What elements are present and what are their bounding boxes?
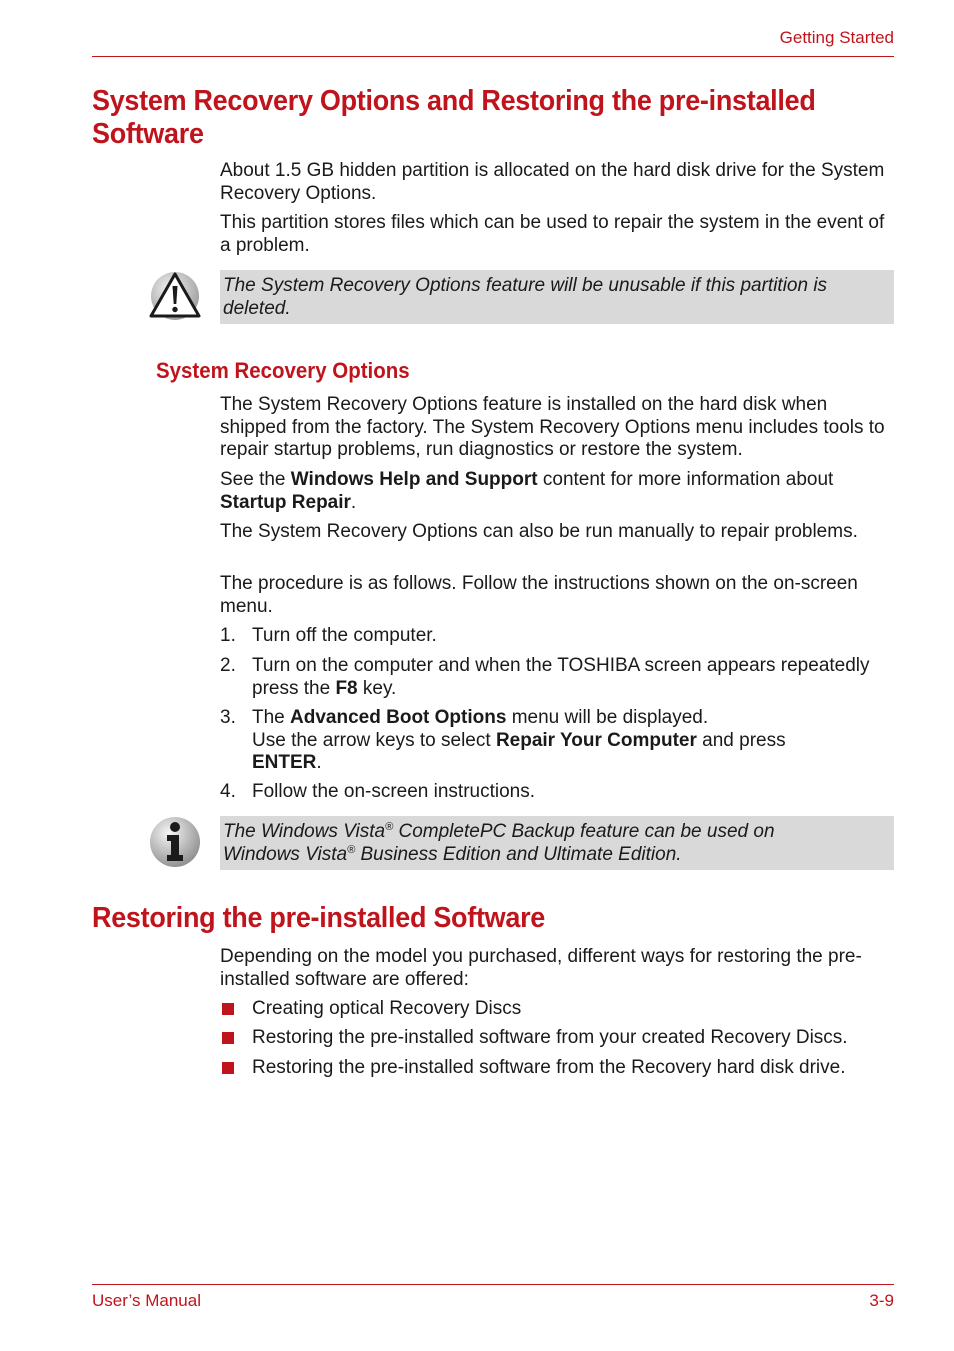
bold-run: Advanced Boot Options (290, 707, 507, 728)
step-number: 4. (220, 781, 236, 802)
text-run: Use the arrow keys to select (252, 729, 496, 751)
text-run: CompletePC Backup feature can be used on (393, 821, 775, 842)
bullet-square-icon (222, 1003, 234, 1015)
text-run: . (350, 491, 357, 513)
step-number: 1. (220, 625, 236, 646)
sro-paragraph-2 (220, 469, 896, 514)
list-item-text: Creating optical Recovery Discs (252, 998, 522, 1019)
sro-paragraph-4: The procedure is as follows. Follow the instructions shown on the on-screen menu. (220, 573, 858, 617)
page-title (92, 85, 892, 151)
sro-paragraph-1: The System Recovery Options feature is installed on the hard disk when shipped from the factory. The System Recovery Options menu includes tools to repair startup problems, run diagnostics or restore the system. (220, 394, 885, 460)
bullet-square-icon (222, 1062, 234, 1074)
text-run: The (252, 707, 291, 728)
step-text: Turn off the computer. (252, 625, 437, 646)
text-run: The Windows Vista (223, 821, 386, 842)
step-text: Follow the on-screen instructions. (252, 781, 536, 802)
restore-paragraph-1: Depending on the model you purchased, different ways for restoring the pre-installed software are offered: (220, 946, 862, 990)
step-text (252, 707, 896, 775)
note-callout (220, 816, 894, 870)
step-number: 3. (220, 707, 236, 728)
text-run: . (316, 752, 322, 773)
page-title-line2: Software (92, 118, 204, 150)
sro-paragraph-3: The System Recovery Options can also be run manually to repair problems. (220, 521, 858, 542)
text-run: menu will be displayed. (506, 707, 709, 728)
bold-run: ENTER (252, 752, 317, 773)
page-title-line1: System Recovery Options and Restoring the pre-installed (92, 85, 816, 117)
bullet-square-icon (222, 1032, 234, 1044)
header-rule (92, 56, 894, 57)
footer-left: User’s Manual (92, 1291, 201, 1310)
text-run: Business Edition and Ultimate Edition. (355, 843, 682, 865)
list-item-text: Restoring the pre-installed software from your created Recovery Discs. (252, 1027, 848, 1048)
registered-mark: ® (347, 843, 356, 856)
text-run: content for more information about (537, 469, 834, 490)
bold-run: Startup Repair (220, 491, 351, 513)
intro-paragraph-2: This partition stores files which can be used to repair the system in the event of a problem. (220, 212, 885, 256)
bold-run: F8 (335, 677, 358, 699)
text-run: Turn on the computer and when the TOSHIBA screen appears repeatedly press the (252, 655, 870, 699)
warning-triangle-icon (148, 268, 202, 322)
text-run: key. (357, 677, 397, 699)
section-heading-restoring: Restoring the pre-installed Software (92, 902, 546, 934)
intro-paragraph-1: About 1.5 GB hidden partition is allocated on the hard disk drive for the System Recovery Options. (220, 160, 885, 204)
text-run: Windows Vista (223, 843, 348, 865)
bold-run: Repair Your Computer (495, 729, 697, 751)
footer-rule (92, 1284, 894, 1285)
info-icon (148, 815, 202, 869)
page-number: 3-9 (869, 1291, 894, 1310)
step-text (252, 655, 896, 700)
text-run: and press (696, 729, 786, 751)
step-number: 2. (220, 655, 236, 676)
text-run: See the (220, 469, 291, 490)
list-item-text: Restoring the pre-installed software from the Recovery hard disk drive. (252, 1057, 846, 1078)
section-heading-system-recovery: System Recovery Options (156, 358, 410, 383)
running-header: Getting Started (779, 28, 894, 47)
registered-mark: ® (385, 821, 394, 833)
caution-callout: The System Recovery Options feature will be unusable if this partition is deleted. (220, 270, 894, 324)
bold-run: Windows Help and Support (290, 469, 538, 490)
